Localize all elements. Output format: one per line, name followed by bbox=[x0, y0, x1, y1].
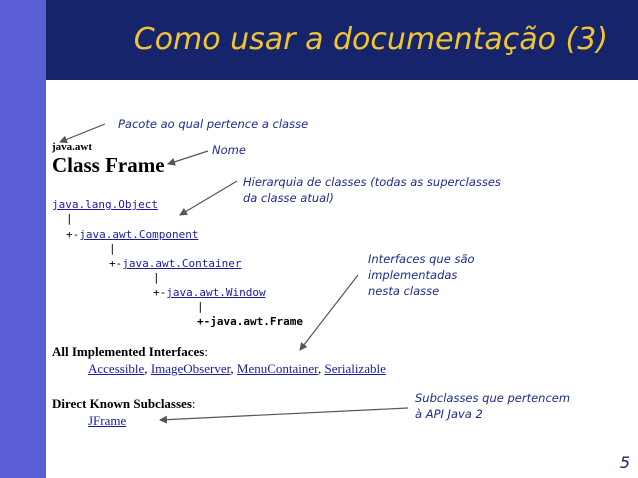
arrow-name bbox=[168, 151, 208, 164]
hierarchy-pipe-3: | bbox=[153, 271, 160, 284]
interfaces-heading-text: All Implemented Interfaces bbox=[52, 344, 205, 359]
annotation-interfaces-line2: implementadas bbox=[368, 268, 458, 282]
hierarchy-branch: +- bbox=[66, 228, 80, 241]
arrow-interfaces bbox=[300, 275, 358, 350]
slide-title: Como usar a documentação (3) bbox=[133, 22, 608, 57]
separator: , bbox=[144, 361, 151, 376]
hierarchy-container-link[interactable]: java.awt.Container bbox=[122, 257, 242, 270]
page-number: 5 bbox=[619, 453, 630, 472]
class-title: Class Frame bbox=[52, 153, 165, 177]
arrow-package bbox=[60, 124, 105, 142]
hierarchy-pipe-2: | bbox=[109, 242, 116, 255]
hierarchy-frame-current: java.awt.Frame bbox=[210, 315, 303, 328]
annotation-interfaces-line1: Interfaces que são bbox=[368, 252, 475, 266]
annotation-subclasses-line1: Subclasses que pertencem bbox=[415, 391, 571, 405]
arrow-hierarchy bbox=[180, 181, 237, 215]
annotation-hierarchy-line2: da classe atual) bbox=[243, 191, 334, 205]
annotation-interfaces-line3: nesta classe bbox=[368, 284, 440, 298]
subclasses-heading-text: Direct Known Subclasses bbox=[52, 396, 192, 411]
separator: , bbox=[318, 361, 325, 376]
hierarchy-branch: +- bbox=[197, 315, 211, 328]
interface-link-menucontainer[interactable]: MenuContainer bbox=[236, 361, 318, 376]
package-name: java.awt bbox=[52, 141, 93, 153]
arrow-subclasses bbox=[160, 408, 408, 420]
hierarchy-window-link[interactable]: java.awt.Window bbox=[166, 286, 266, 299]
hierarchy-branch: +- bbox=[153, 286, 167, 299]
annotation-name: Nome bbox=[212, 143, 246, 157]
hierarchy-pipe-1: | bbox=[66, 212, 73, 225]
subclasses-heading-colon: : bbox=[191, 396, 196, 411]
subclass-link-jframe[interactable]: JFrame bbox=[88, 413, 127, 428]
annotation-hierarchy-line1: Hierarquia de classes (todas as superclasses bbox=[243, 175, 501, 189]
separator: , bbox=[230, 361, 237, 376]
hierarchy-pipe-4: | bbox=[197, 300, 204, 313]
interface-link-imageobserver[interactable]: ImageObserver bbox=[150, 361, 231, 376]
annotation-package: Pacote ao qual pertence a classe bbox=[118, 117, 309, 131]
hierarchy-component-link[interactable]: java.awt.Component bbox=[79, 228, 199, 241]
annotation-subclasses-line2: à API Java 2 bbox=[415, 407, 483, 421]
hierarchy-object-link[interactable]: java.lang.Object bbox=[52, 198, 158, 211]
hierarchy-branch: +- bbox=[109, 257, 123, 270]
interface-link-accessible[interactable]: Accessible bbox=[88, 361, 145, 376]
interfaces-heading-colon: : bbox=[204, 344, 208, 359]
interface-link-serializable[interactable]: Serializable bbox=[324, 361, 386, 376]
